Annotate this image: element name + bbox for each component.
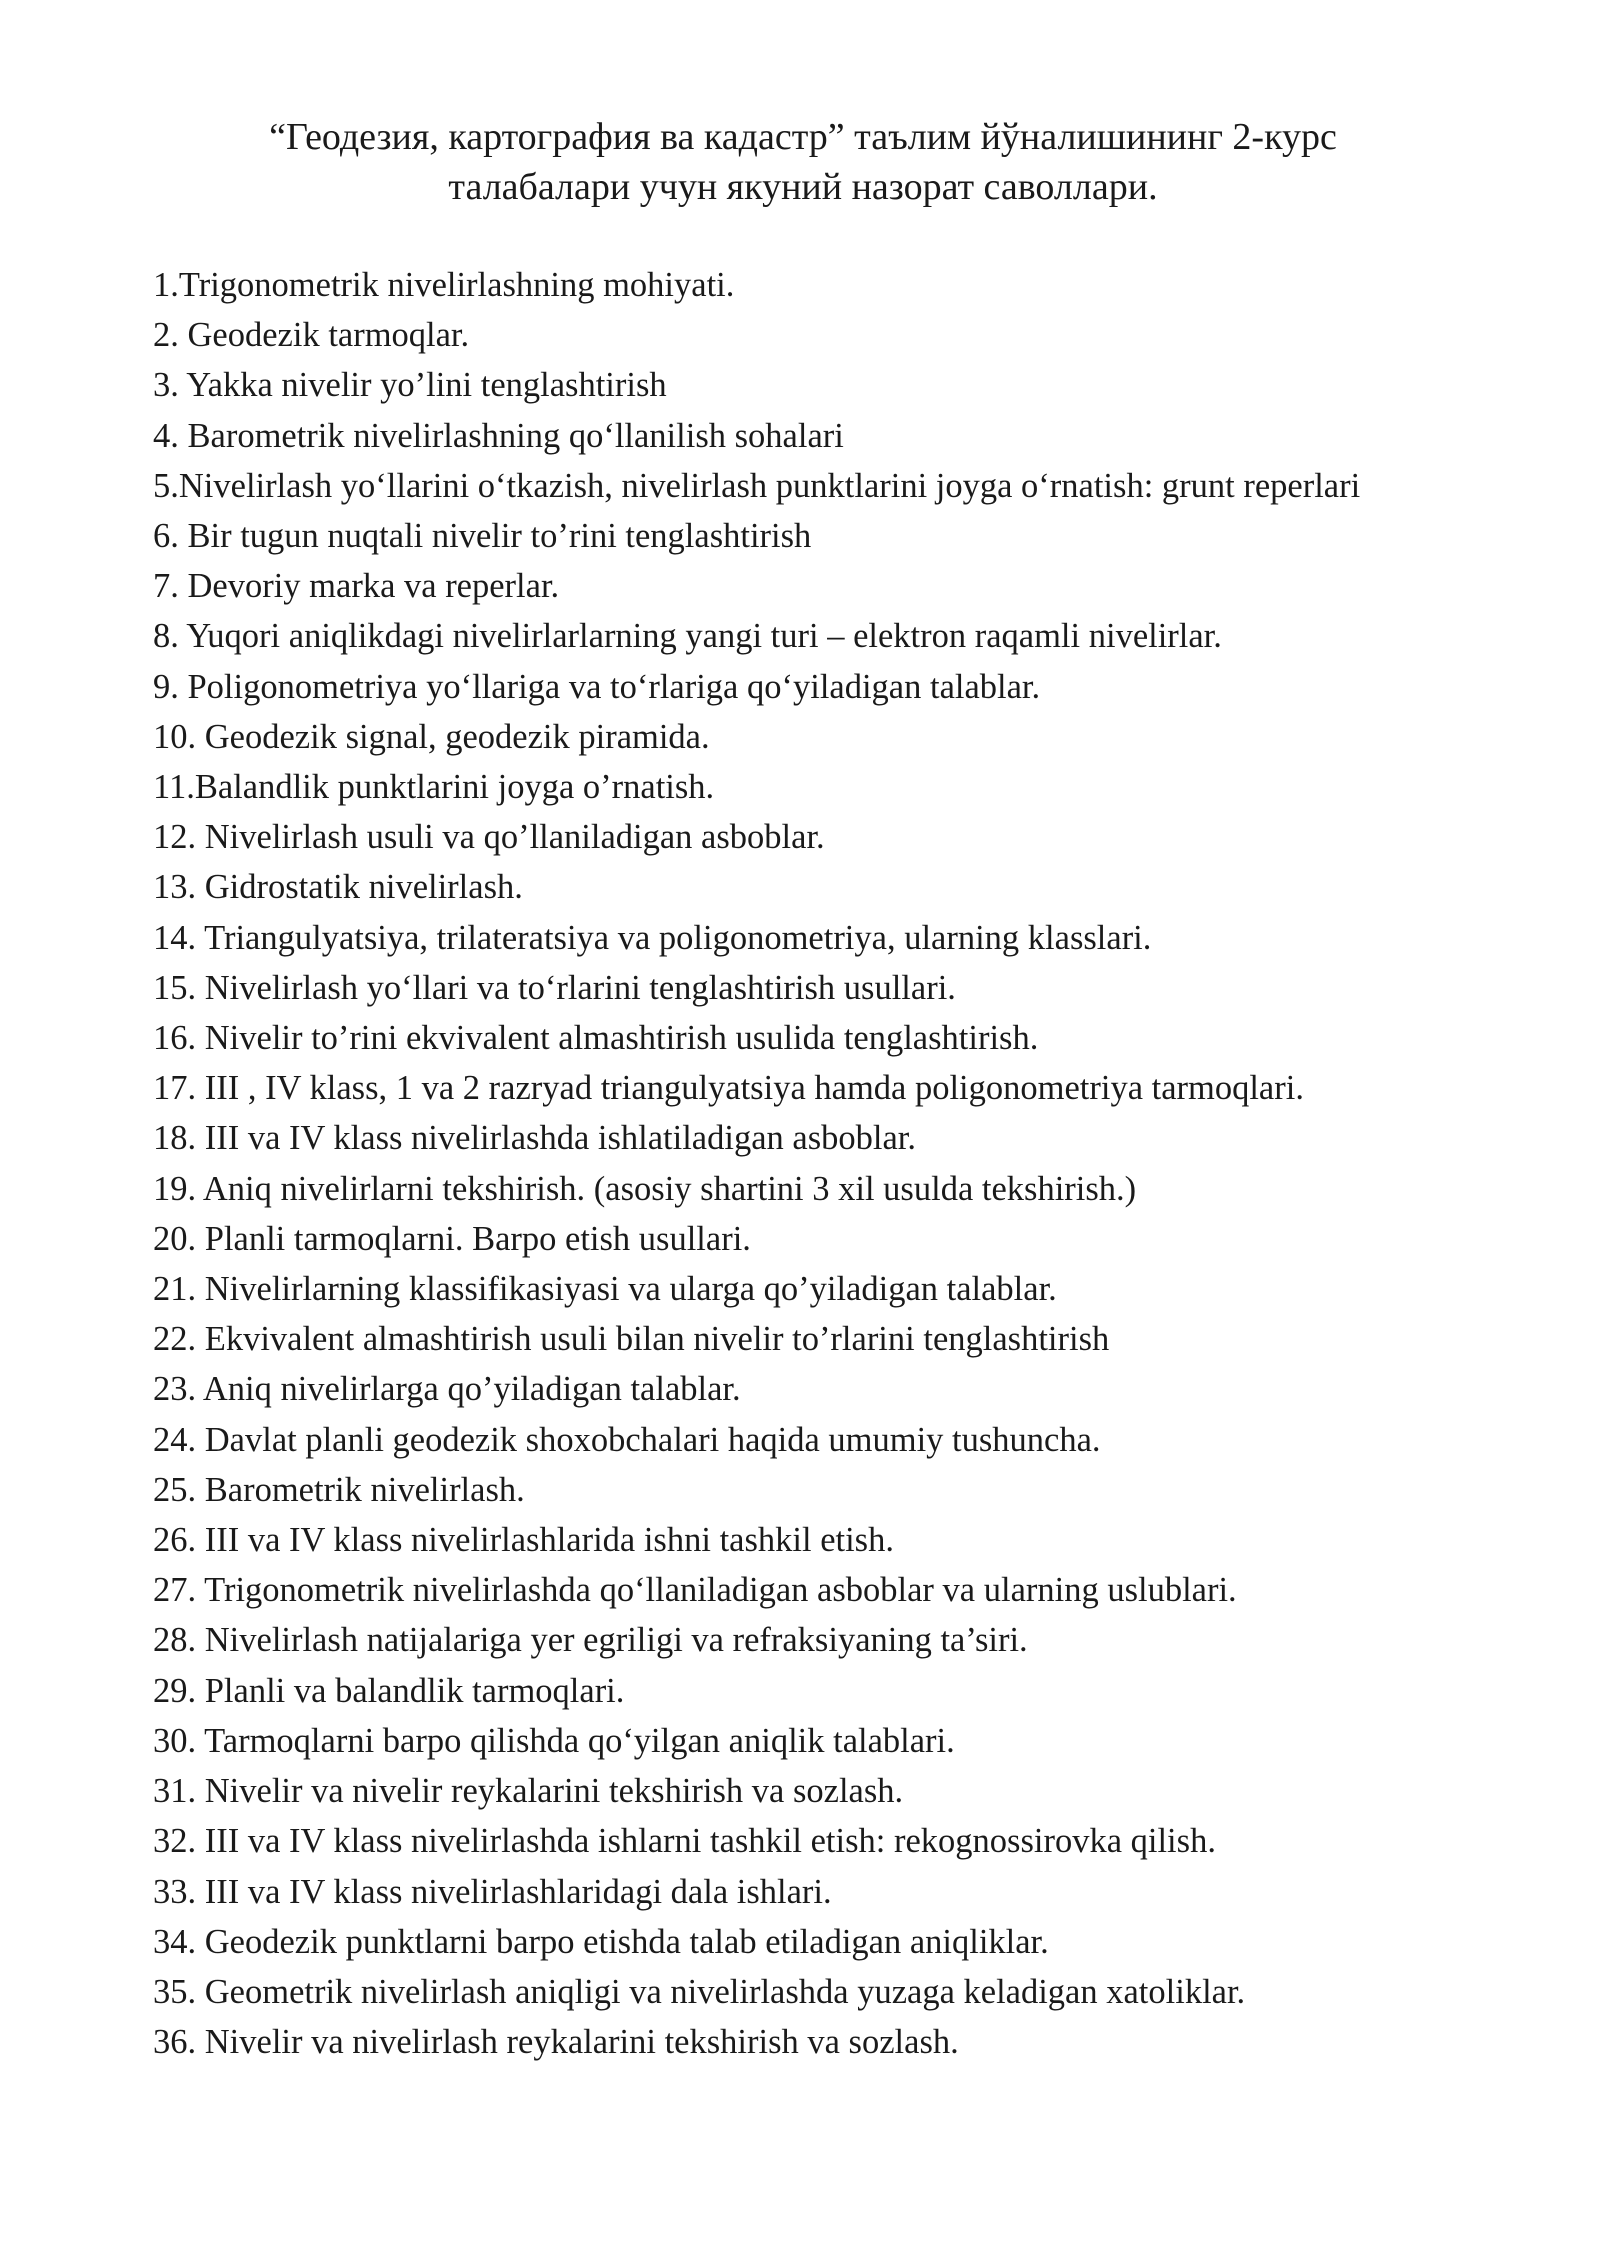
document-title [150, 112, 1456, 212]
question-item: 9. Poligonometriya yo‘llariga va to‘rlariga qo‘yiladigan talablar. [153, 667, 1041, 706]
question-item: 29. Planli va balandlik tarmoqlari. [153, 1671, 625, 1710]
question-item: 27. Trigonometrik nivelirlashda qo‘llaniladigan asboblar va ularning uslublari. [153, 1571, 1237, 1610]
question-item: 19. Aniq nivelirlarni tekshirish. (asosiy shartini 3 xil usulda tekshirish.) [153, 1169, 1137, 1208]
question-item: 10. Geodezik signal, geodezik piramida. [153, 717, 710, 756]
question-item: 17. III , IV klass, 1 va 2 razryad triangulyatsiya hamda poligonometriya tarmoqlari. [153, 1069, 1304, 1108]
question-item: 35. Geometrik nivelirlash aniqligi va nivelirlashda yuzaga keladigan xatoliklar. [153, 1972, 1246, 2011]
question-item: 23. Aniq nivelirlarga qo’yiladigan talablar. [153, 1370, 741, 1409]
question-item: 20. Planli tarmoqlarni. Barpo etish usullari. [153, 1219, 751, 1258]
question-item: 18. III va IV klass nivelirlashda ishlatiladigan asboblar. [153, 1119, 916, 1158]
question-item: 6. Bir tugun nuqtali nivelir to’rini tenglashtirish [153, 517, 812, 556]
questions-list [153, 260, 1455, 2067]
question-item: 11.Balandlik punktlarini joyga o’rnatish. [153, 768, 715, 807]
question-item: 28. Nivelirlash natijalariga yer egriligi va refraksiyaning ta’siri. [153, 1621, 1028, 1660]
question-item: 16. Nivelir to’rini ekvivalent almashtirish usulida tenglashtirish. [153, 1019, 1039, 1058]
question-item: 34. Geodezik punktlarni barpo etishda talab etiladigan aniqliklar. [153, 1922, 1049, 1961]
question-item: 1.Trigonometrik nivelirlashning mohiyati. [153, 266, 735, 304]
question-item: 21. Nivelirlarning klassifikasiyasi va ularga qo’yiladigan talablar. [153, 1270, 1057, 1309]
question-item: 22. Ekvivalent almashtirish usuli bilan nivelir to’rlarini tenglashtirish [153, 1320, 1110, 1359]
title-line-2: талабалари учун якуний назорат саволлари. [448, 166, 1158, 208]
question-item: 32. III va IV klass nivelirlashda ishlarni tashkil etish: rekognossirovka qilish. [153, 1822, 1216, 1861]
question-item: 5.Nivelirlash yo‘llarini o‘tkazish, nivelirlash punktlarini joyga o‘rnatish: grunt reperlari [153, 466, 1361, 505]
question-item: 8. Yuqori aniqlikdagi nivelirlarlarning yangi turi – elektron raqamli nivelirlar. [153, 617, 1222, 656]
question-item: 25. Barometrik nivelirlash. [153, 1470, 525, 1509]
question-item: 26. III va IV klass nivelirlashlarida ishni tashkil etish. [153, 1521, 894, 1560]
question-item: 36. Nivelir va nivelirlash reykalarini tekshirish va sozlash. [153, 2023, 959, 2062]
question-item: 13. Gidrostatik nivelirlash. [153, 868, 523, 907]
question-item: 2. Geodezik tarmoqlar. [153, 316, 470, 355]
question-item: 12. Nivelirlash usuli va qo’llaniladigan asboblar. [153, 818, 825, 857]
question-item: 15. Nivelirlash yo‘llari va to‘rlarini tenglashtirish usullari. [153, 968, 956, 1007]
question-item: 14. Triangulyatsiya, trilateratsiya va poligonometriya, ularning klasslari. [153, 918, 1152, 957]
question-item: 24. Davlat planli geodezik shoxobchalari haqida umumiy tushuncha. [153, 1420, 1101, 1459]
question-item: 7. Devoriy marka va reperlar. [153, 567, 560, 606]
question-item: 4. Barometrik nivelirlashning qo‘llanilish sohalari [153, 416, 844, 455]
title-line-1: “Геодезия, картография ва кадастр” таълим йўналишининг 2-курс [269, 116, 1337, 158]
question-item: 33. III va IV klass nivelirlashlaridagi dala ishlari. [153, 1872, 832, 1911]
question-item: 3. Yakka nivelir yo’lini tenglashtirish [153, 366, 667, 405]
question-item: 30. Tarmoqlarni barpo qilishda qo‘yilgan aniqlik talablari. [153, 1721, 955, 1760]
question-item: 31. Nivelir va nivelir reykalarini tekshirish va sozlash. [153, 1772, 904, 1811]
